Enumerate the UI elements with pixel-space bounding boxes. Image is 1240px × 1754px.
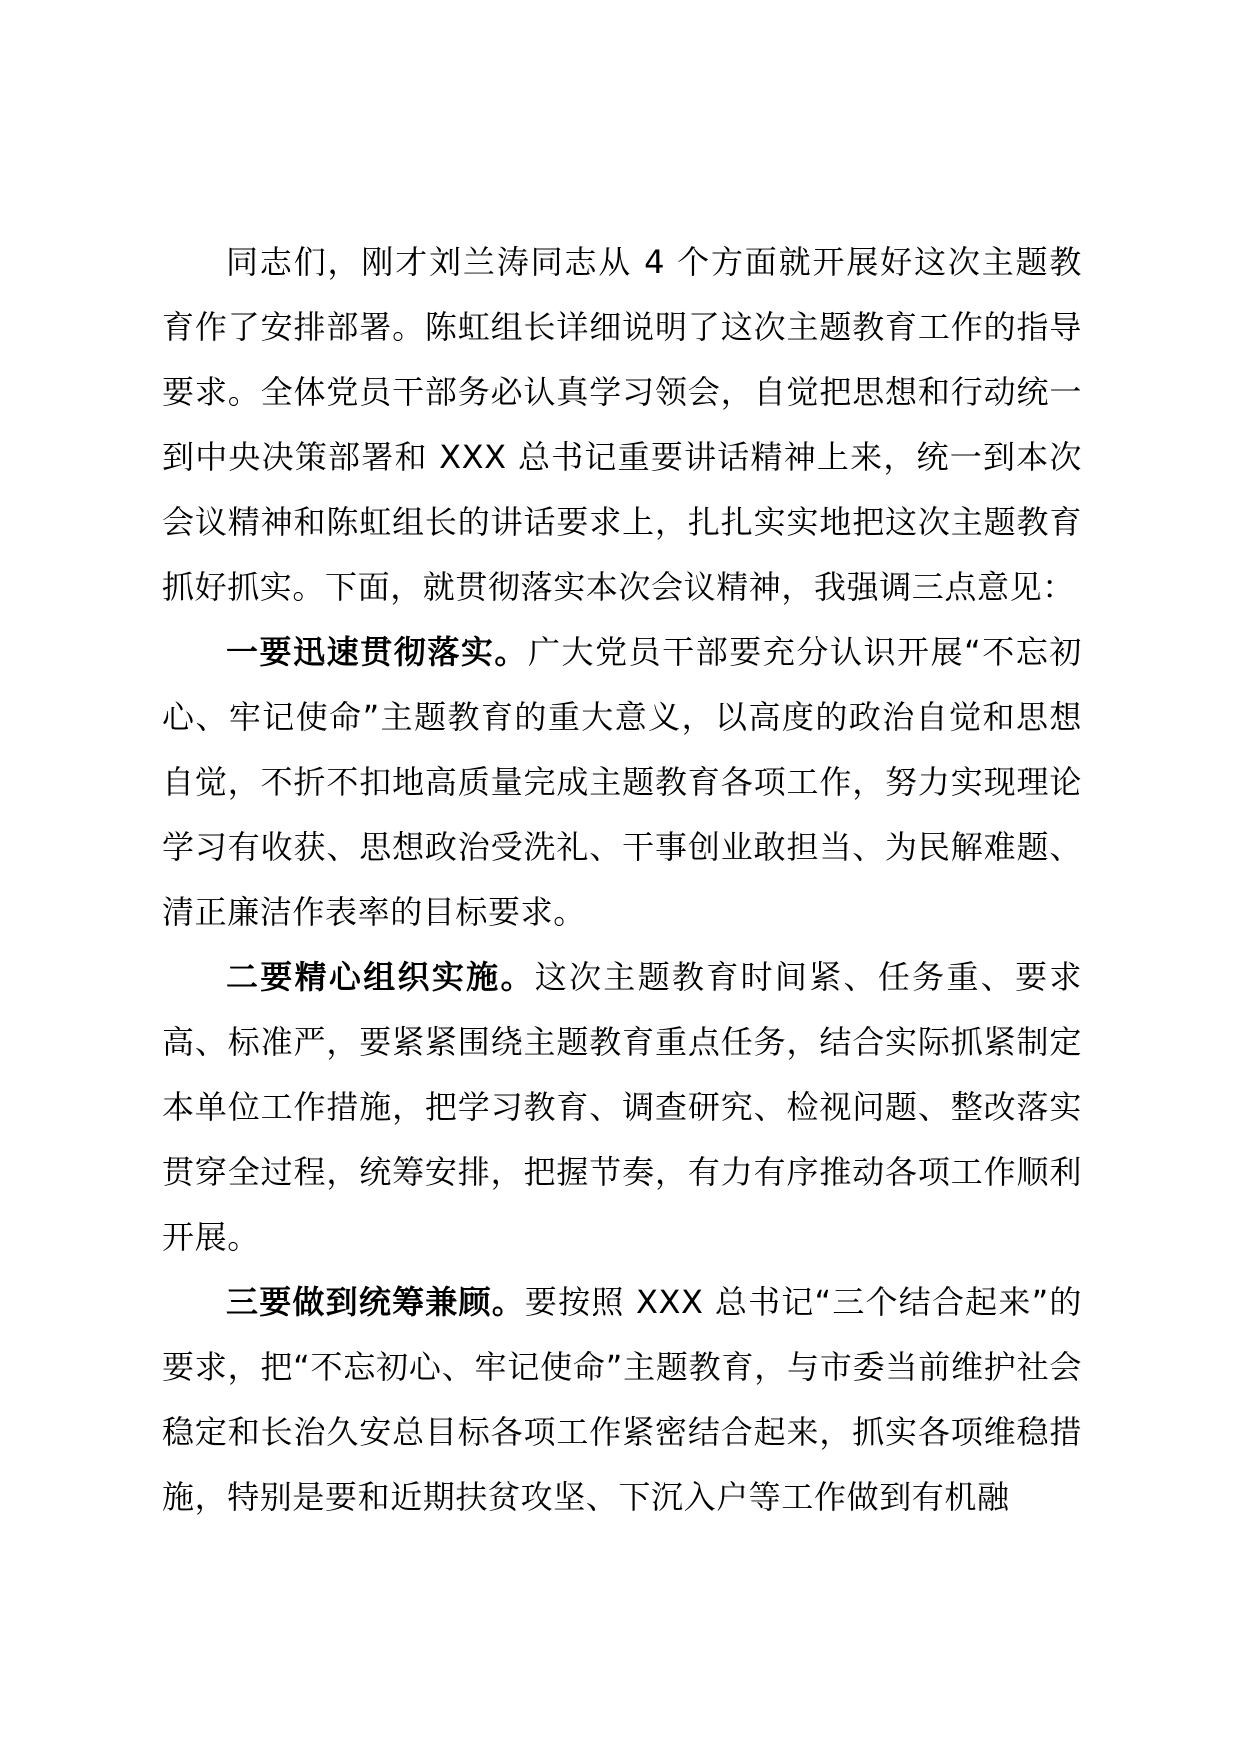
paragraph-point-one — [162, 620, 1082, 945]
paragraph-text: 同志们，刚才刘兰涛同志从 4 个方面就开展好这次主题教育作了安排部署。陈虹组长详细说明了这次主题教育工作的指导要求。全体党员干部务必认真学习领会，自觉把思想和行动统一到中央决策部署和 XXX 总书记重要讲话精神上来，统一到本次会议精神和陈虹组长的讲话要求上，扎扎实实地把这次主题教育抓好抓实。下面，就贯彻落实本次会议精神，我强调三点意见： — [162, 243, 1082, 606]
paragraph-text: 这次主题教育时间紧、任务重、要求高、标准严，要紧紧围绕主题教育重点任务，结合实际抓紧制定本单位工作措施，把学习教育、调查研究、检视问题、整改落实贯穿全过程，统筹安排，把握节奏，有力有序推动各项工作顺利开展。 — [162, 958, 1082, 1256]
paragraph-lead: 三要做到统筹兼顾。 — [226, 1283, 525, 1321]
document-body — [162, 230, 1082, 1530]
paragraph-intro — [162, 230, 1082, 620]
paragraph-point-two — [162, 945, 1082, 1270]
paragraph-point-three — [162, 1270, 1082, 1530]
paragraph-text: 广大党员干部要充分认识开展“不忘初心、牢记使命”主题教育的重大意义，以高度的政治自觉和思想自觉，不折不扣地高质量完成主题教育各项工作，努力实现理论学习有收获、思想政治受洗礼、干事创业敢担当、为民解难题、清正廉洁作表率的目标要求。 — [162, 633, 1083, 931]
paragraph-text: 要按照 XXX 总书记“三个结合起来”的要求，把“不忘初心、牢记使命”主题教育，与市委当前维护社会稳定和长治久安总目标各项工作紧密结合起来，抓实各项维稳措施，特别是要和近期扶贫攻坚、下沉入户等工作做到有机融 — [162, 1283, 1082, 1516]
paragraph-lead: 二要精心组织实施。 — [226, 958, 535, 996]
paragraph-lead: 一要迅速贯彻落实。 — [226, 633, 528, 671]
